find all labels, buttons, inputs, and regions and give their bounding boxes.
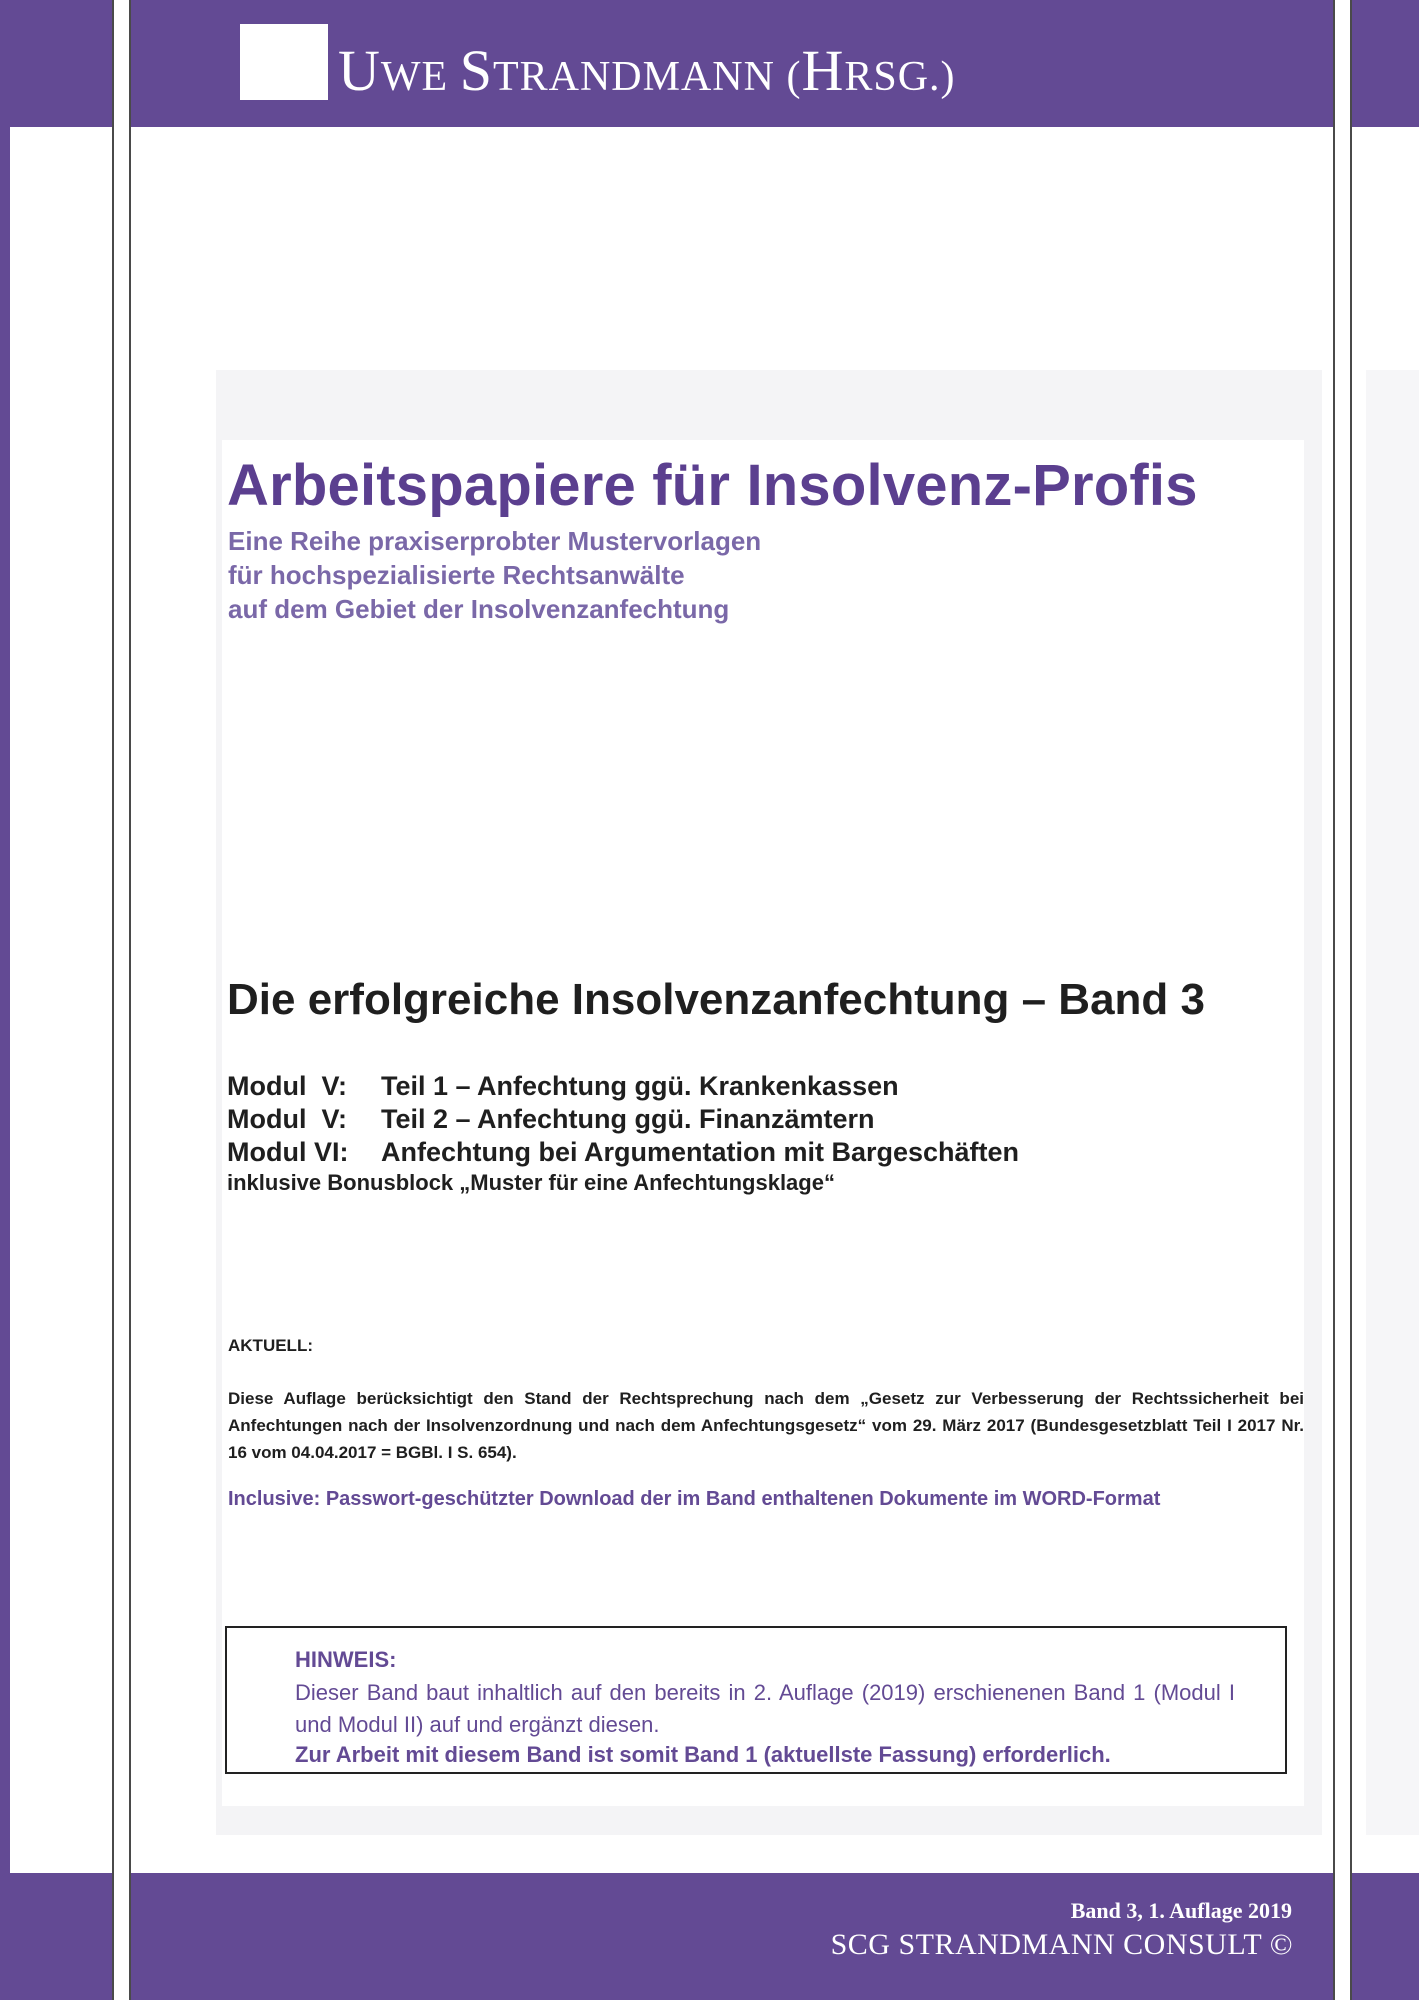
right-panel-shade — [1366, 370, 1419, 1835]
left-bottom-band — [0, 1873, 112, 2000]
editor-name-part: TRANDMANN ( — [492, 54, 802, 100]
series-subtitle — [228, 524, 761, 626]
download-note: Inclusive: Passwort-geschützter Download der im Band enthaltenen Dokumente im WORD-Format — [228, 1488, 1161, 1510]
left-top-band — [0, 0, 112, 127]
module-text: Teil 1 – Anfechtung ggü. Krankenkassen — [381, 1071, 899, 1101]
book-title: Die erfolgreiche Insolvenzanfechtung – Band 3 — [227, 975, 1205, 1024]
module-row — [227, 1103, 1019, 1136]
module-text: Anfechtung bei Argumentation mit Bargeschäften — [381, 1137, 1020, 1167]
editor-name-part: S — [459, 38, 493, 103]
editor-name-part: H — [801, 38, 845, 103]
series-title: Arbeitspapiere für Insolvenz-Profis — [227, 453, 1198, 518]
module-key: Modul VI: — [227, 1137, 349, 1167]
hinweis-text: Dieser Band baut inhaltlich auf den bereits in 2. Auflage (2019) erschienenen Band 1 (Modul I und Modul II) auf und ergänzt diesen. — [295, 1680, 1235, 1737]
editor-name — [338, 38, 956, 103]
aktuell-text: Diese Auflage berücksichtigt den Stand der Rechtsprechung nach dem „Gesetz zur Verbesserung der Rechtssicherheit bei Anfechtungen nach der Insolvenzordnung und nach dem Anfechtungsgesetz“ vom 29. März 2017 (Bundesgesetzblatt Teil I 2017 Nr. 16 vom 04.04.2017 = BGBl. I S. 654). — [228, 1389, 1304, 1462]
module-key: Modul V: — [227, 1104, 347, 1134]
left-neighbor-cover — [0, 0, 112, 2000]
hinweis-label: HINWEIS: — [295, 1647, 397, 1672]
publisher-name: SCG STRANDMANN CONSULT © — [830, 1928, 1293, 1961]
module-key: Modul V: — [227, 1071, 347, 1101]
module-list — [227, 1070, 1019, 1197]
module-text: Teil 2 – Anfechtung ggü. Finanzämtern — [381, 1104, 875, 1134]
aktuell-label: AKTUELL: — [228, 1336, 313, 1355]
right-top-band — [1352, 0, 1419, 127]
edition-label: Band 3, 1. Auflage 2019 — [1070, 1898, 1292, 1923]
editor-name-part: U — [338, 38, 381, 103]
module-row — [227, 1136, 1019, 1169]
right-divider — [1350, 0, 1352, 2000]
header-logo-box — [240, 24, 328, 100]
left-edge-stripe — [0, 0, 10, 2000]
right-bottom-band — [1352, 1873, 1419, 2000]
module-row — [227, 1070, 1019, 1103]
hinweis-requirement: Zur Arbeit mit diesem Band ist somit Band 1 (aktuellste Fassung) erforderlich. — [295, 1742, 1111, 1767]
series-subtitle-line: für hochspezialisierte Rechtsanwälte — [228, 560, 685, 590]
bonus-note: inklusive Bonusblock „Muster für eine Anfechtungsklage“ — [227, 1170, 835, 1195]
left-divider — [112, 0, 114, 2000]
right-neighbor-cover — [1352, 0, 1419, 2000]
series-subtitle-line: auf dem Gebiet der Insolvenzanfechtung — [228, 594, 730, 624]
editor-name-part: RSG.) — [844, 54, 956, 100]
series-subtitle-line: Eine Reihe praxiserprobter Mustervorlagen — [228, 526, 762, 556]
editor-name-part: WE — [380, 54, 460, 100]
